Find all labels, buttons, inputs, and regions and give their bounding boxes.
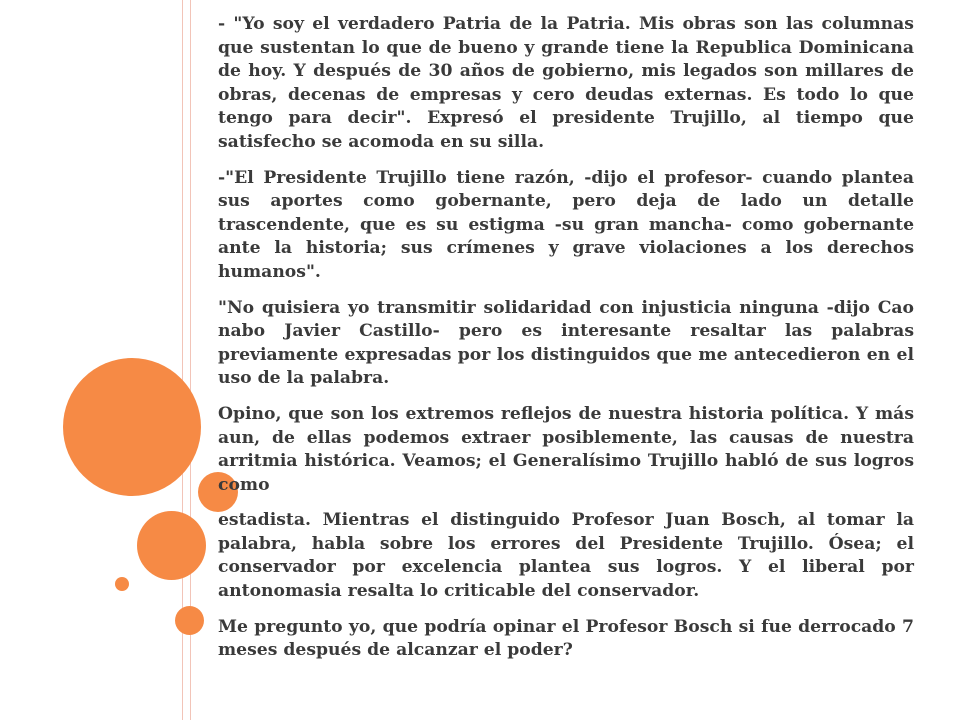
decorative-circle-small-2 <box>175 606 204 635</box>
paragraph: Me pregunto yo, que podría opinar el Profesor Bosch si fue derrocado 7 meses después de alcanzar el poder? <box>218 616 914 661</box>
decorative-circle-medium <box>137 511 206 580</box>
slide-body <box>218 13 914 675</box>
paragraph: -"El Presidente Trujillo tiene razón, -dijo el profesor- cuando plantea sus aportes como gobernante, pero deja de lado un detalle trascendente, que es su estigma -su gran mancha- como gobernante ante la historia; sus crímenes y grave violaciones a los derechos humanos". <box>218 167 914 282</box>
decorative-circle-large <box>63 358 201 496</box>
paragraph: Opino, que son los extremos reflejos de nuestra historia política. Y más aun, de ellas podemos extraer posiblemente, las causas de nuestra arritmia histórica. Veamos; el Generalísimo Trujillo habló de sus logros como <box>218 403 914 495</box>
decorative-circle-tiny <box>115 577 129 591</box>
paragraph: "No quisiera yo transmitir solidaridad con injusticia ninguna -dijo Cao nabo Javier Castillo- pero es interesante resaltar las palabras previamente expresadas por los distinguidos que me antecedieron en el uso de la palabra. <box>218 297 914 389</box>
paragraph: estadista. Mientras el distinguido Profesor Juan Bosch, al tomar la palabra, habla sobre los errores del Presidente Trujillo. Ósea; el conservador por excelencia plantea sus logros. Y el liberal por antonomasia resalta lo criticable del conservador. <box>218 510 914 602</box>
paragraph: - "Yo soy el verdadero Patria de la Patria. Mis obras son las columnas que sustentan lo que de bueno y grande tiene la Republica Dominicana de hoy. Y después de 30 años de gobierno, mis legados son millares de obras, decenas de empresas y cero deudas externas. Es todo lo que tengo para decir". Expresó el presidente Trujillo, al tiempo que satisfecho se acomoda en su silla. <box>218 14 914 152</box>
